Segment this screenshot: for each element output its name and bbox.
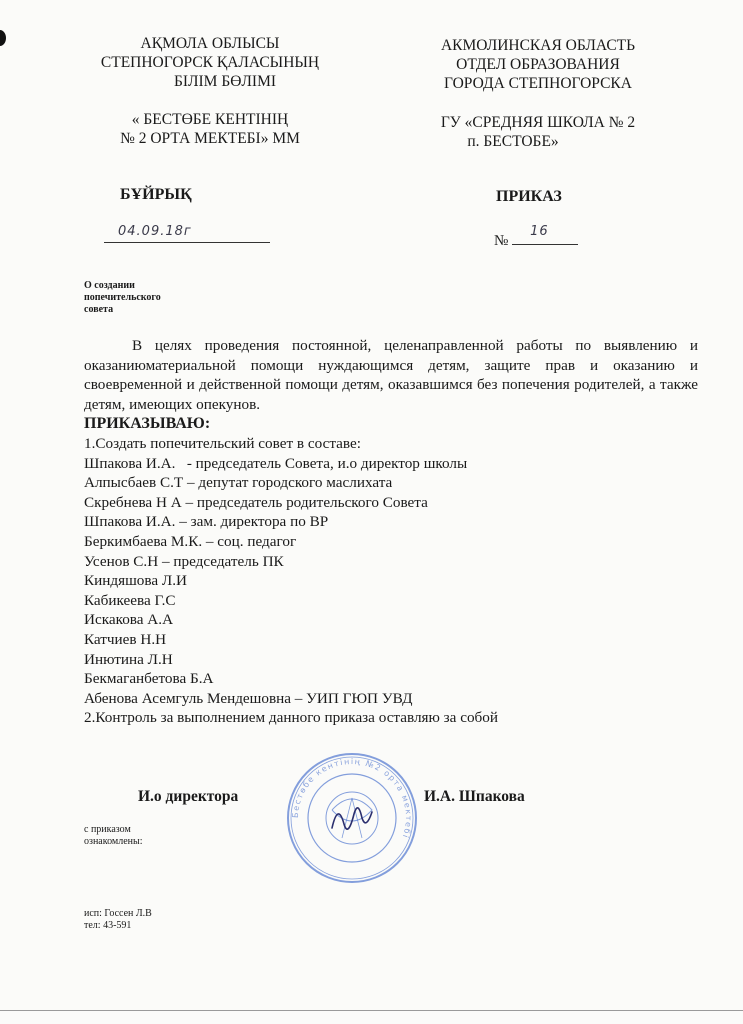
member-5: Беркимбаева М.К. – соц. педагог xyxy=(84,532,297,550)
body-paragraph: В целях проведения постоянной, целенаправленной работы по выявлению и оказаниюматериальной помощи нуждающимся детям, защите прав и оказанию и своевременной и действенной помощи детям, оказавшимся без попечения родителей, а также детям, имеющих опекунов. xyxy=(84,337,698,413)
member-8: Кабикеева Г.С xyxy=(84,591,176,609)
member-7: Киндяшова Л.И xyxy=(84,572,187,590)
order-body xyxy=(84,336,698,728)
order-item-1: 1.Создать попечительский совет в составе: xyxy=(84,434,361,452)
member-4: Шпакова И.А. – зам. директора по ВР xyxy=(84,513,329,531)
header-left-line-3: БІЛІМ БӨЛІМІ xyxy=(173,73,277,90)
member-1: Шпакова И.А. - председатель Совета, и.о директор школы xyxy=(84,454,468,472)
member-13: Абенова Асемгуль Мендешовна – УИП ГЮП УВД xyxy=(84,689,413,707)
official-seal xyxy=(284,750,420,886)
member-9: Искакова А.А xyxy=(84,611,174,629)
header-right-school-line-1: ГУ «СРЕДНЯЯ ШКОЛА № 2 xyxy=(440,114,636,131)
signature-position: И.о директора xyxy=(138,788,239,805)
signature-scribble xyxy=(332,808,372,829)
member-3: Скребнева Н А – председатель родительского Совета xyxy=(84,493,428,511)
member-12: Бекмаганбетова Б.А xyxy=(84,670,214,688)
subject-line-3: совета xyxy=(84,304,114,315)
order-number-line xyxy=(512,224,578,245)
header-left-school-line-2: № 2 ОРТА МЕКТЕБІ» ММ xyxy=(120,130,300,147)
acknowledged-line-2: ознакомлены: xyxy=(84,836,143,847)
order-number-prefix: № xyxy=(494,233,509,249)
seal-text: Бестөбе кентінің №2 орта мектебі xyxy=(290,756,414,840)
executor-block xyxy=(84,908,152,932)
header-left-school-line-1: « БЕСТӨБЕ КЕНТІНІҢ xyxy=(131,111,289,128)
signature-name: И.А. Шпакова xyxy=(424,788,525,805)
header-right-line-1: АКМОЛИНСКАЯ ОБЛАСТЬ xyxy=(440,37,636,54)
member-2: Алпысбаев С.Т – депутат городского маслихата xyxy=(84,474,393,492)
scan-edge-mark xyxy=(0,30,6,46)
order-title-kz: БҰЙРЫҚ xyxy=(120,186,192,203)
order-date-line xyxy=(104,226,270,243)
member-10: Катчиев Н.Н xyxy=(84,630,167,648)
member-list xyxy=(84,454,698,709)
order-date: 04.09.18г xyxy=(118,224,192,239)
header-left-line-2: СТЕПНОГОРСК ҚАЛАСЫНЫҢ xyxy=(100,54,320,71)
order-number-value: 16 xyxy=(530,224,549,239)
order-item-2: 2.Контроль за выполнением данного приказа оставляю за собой xyxy=(84,709,498,727)
header-right xyxy=(388,36,688,93)
member-6: Усенов С.Н – председатель ПК xyxy=(84,552,284,570)
acknowledged-line-1: с приказом xyxy=(84,824,131,835)
header-left-line-1: АҚМОЛА ОБЛЫСЫ xyxy=(140,35,280,52)
header-left-school xyxy=(60,110,360,148)
executor-name: исп: Госсен Л.В xyxy=(84,908,152,919)
scan-edge-line xyxy=(0,1010,743,1011)
order-subject xyxy=(84,280,224,316)
order-title-ru: ПРИКАЗ xyxy=(496,188,562,205)
order-number xyxy=(494,224,578,250)
acknowledged-block xyxy=(84,824,143,848)
header-right-line-3: ГОРОДА СТЕПНОГОРСКА xyxy=(444,75,632,92)
order-word: ПРИКАЗЫВАЮ: xyxy=(84,415,211,433)
header-right-school-line-2: п. БЕСТОБЕ» xyxy=(467,133,559,150)
header-right-school xyxy=(388,113,688,151)
subject-line-2: попечительского xyxy=(84,292,161,303)
subject-line-1: О создании xyxy=(84,280,135,291)
header-right-line-2: ОТДЕЛ ОБРАЗОВАНИЯ xyxy=(456,56,620,73)
member-11: Инютина Л.Н xyxy=(84,650,173,668)
header-left xyxy=(60,34,360,91)
executor-phone: тел: 43-591 xyxy=(84,920,132,931)
